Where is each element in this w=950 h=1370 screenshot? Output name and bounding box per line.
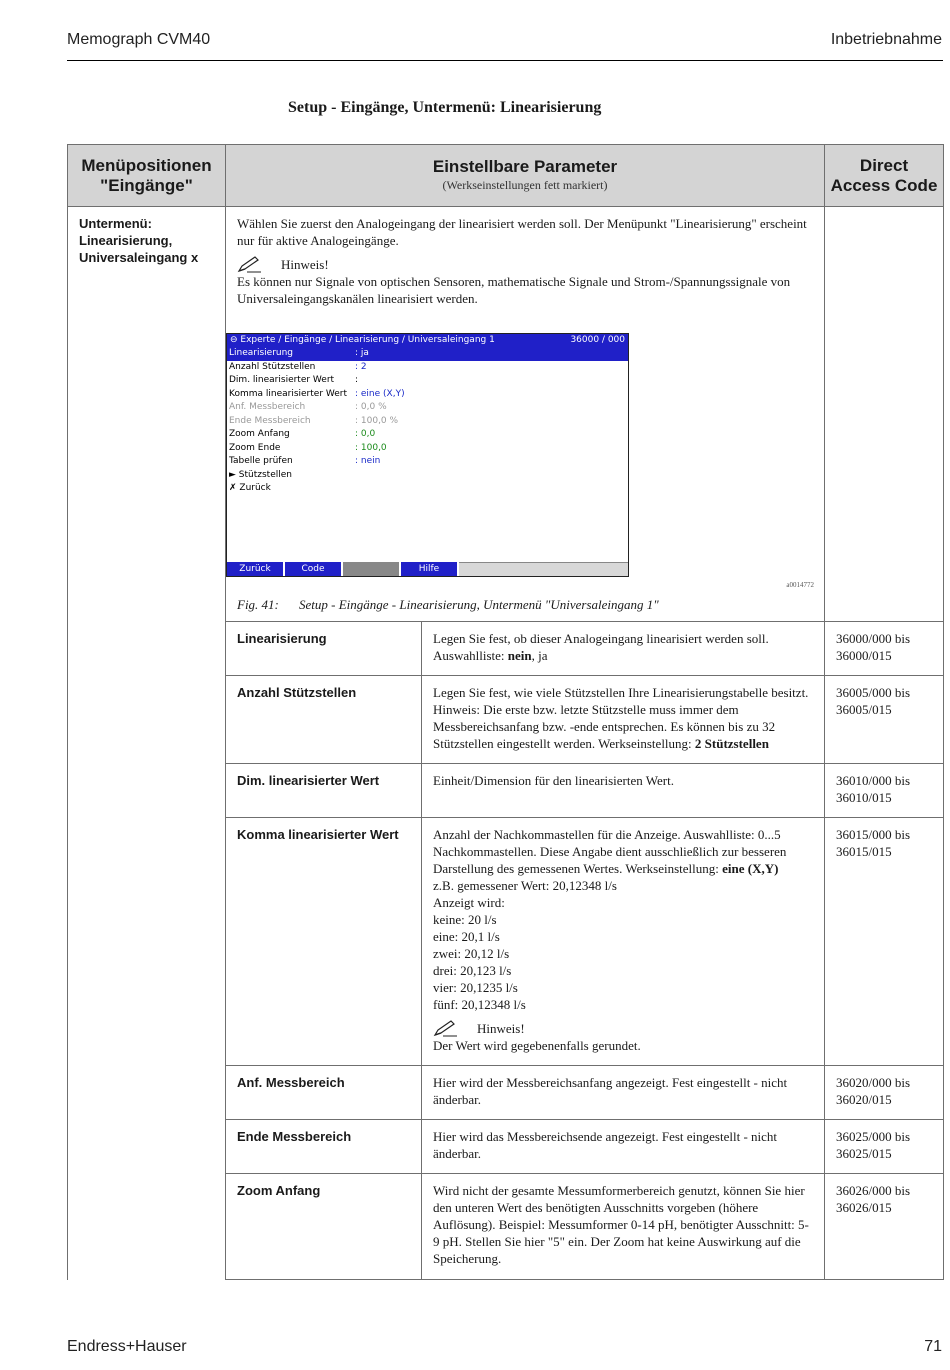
example-line: vier: 20,1235 l/s [433,980,518,995]
header-cell-menu [68,145,226,207]
param-code [825,1066,944,1120]
param-name: Komma linearisierter Wert [226,818,422,1066]
param-desc-text: Anzahl der Nachkommastellen für die Anzeige. Auswahlliste: 0...5 Nachkommastellen. Diese Angabe dient ausschließlich zur besseren Darstellung des gemessenen Wertes. Werkseinstellung: [433,827,787,876]
screen-row[interactable] [227,455,628,469]
param-name: Ende Messbereich [226,1120,422,1174]
param-desc-text: Legen Sie fest, wie viele Stützstellen Ihre Linearisierungstabelle besitzt. Hinweis: Die erste bzw. letzte Stützstelle muss immer dem Messbereichsanfang bzw. -ende entsprechen. Es können bis zu 32 Stützstellen eingestellt werden. Werkseinstellung: [433,685,809,751]
softkey-code-button[interactable]: Code [285,562,341,576]
param-code-to: 36026/015 [836,1200,892,1215]
screen-row-label: Anf. Messbereich [229,402,306,412]
screen-row-label: Anzahl Stützstellen [229,361,316,372]
figure-caption [237,596,813,613]
param-code-to: 36020/015 [836,1092,892,1107]
header-cell-code [825,145,944,207]
screen-row[interactable] [227,361,628,375]
screen-row-label: Linearisierung [229,348,294,358]
param-desc [422,818,825,1066]
screen-row-value: : [355,375,359,385]
param-code [825,1120,944,1174]
section-title: Setup - Eingänge, Untermenü: Linearisierung [288,99,602,116]
screen-title: ⊖ Experte / Eingänge / Linearisierung / Universaleingang 1 [230,335,495,345]
param-name: Anf. Messbereich [226,1066,422,1120]
softkey-empty-button[interactable] [343,562,399,576]
param-code [825,818,944,1066]
screen-row-label: ✗ Zurück [229,483,271,493]
screen-code: 36000 / 000 [570,335,625,345]
screen-row[interactable] [227,374,628,388]
footer-brand: Endress+Hauser [67,1338,187,1355]
screen-title-bar [227,334,628,347]
screen-row-label: Ende Messbereich [229,415,311,426]
page-number: 71 [924,1338,942,1355]
screen-row-value: : nein [355,456,381,466]
figure-caption-text: Setup - Eingänge - Linearisierung, Untermenü "Universaleingang 1" [299,597,659,612]
screen-row[interactable] [227,442,628,456]
screen-row-label: ► Stützstellen [229,469,292,480]
param-code [825,622,944,676]
example-line: eine: 20,1 l/s [433,929,500,944]
header-menu-label: Menüpositionen "Eingänge" [81,155,212,195]
softkey-filler [459,562,628,576]
intro-note-text: Es können nur Signale von optischen Sensoren, mathematische Signale und Strom-/Spannungssignale von Universaleingangskanälen linearisiert werden. [237,274,791,306]
screen-row[interactable] [227,347,628,361]
param-desc: Hier wird das Messbereichsende angezeigt. Fest eingestellt - nicht änderbar. [422,1120,825,1174]
param-name: Zoom Anfang [226,1174,422,1280]
param-desc: Hier wird der Messbereichsanfang angezeigt. Fest eingestellt - nicht änderbar. [422,1066,825,1120]
param-desc [422,622,825,676]
komma-note [433,1019,813,1037]
screen-row[interactable] [227,469,628,483]
pencil-note-icon [433,1019,459,1037]
screen-row-value: : eine (X,Y) [355,388,405,399]
screen-row-value: : 0,0 % [355,402,387,412]
example-line: drei: 20,123 l/s [433,963,512,978]
screen-row-label: Tabelle prüfen [229,456,293,466]
example-line: z.B. gemessener Wert: 20,12348 l/s [433,878,617,893]
example-line: zwei: 20,12 l/s [433,946,510,961]
param-code-from: 36020/000 bis [836,1075,911,1090]
param-code [825,1174,944,1280]
screen-title-text: Experte / Eingänge / Linearisierung / Universaleingang 1 [240,335,495,345]
screen-row-value: : 100,0 [355,442,387,453]
softkey-back-button[interactable]: Zurück [227,562,283,576]
param-name: Anzahl Stützstellen [226,676,422,764]
header-rule [67,60,943,61]
param-code-to: 36025/015 [836,1146,892,1161]
screen-row-label: Zoom Anfang [229,429,290,439]
komma-note-text: Der Wert wird gegebenenfalls gerundet. [433,1038,641,1053]
param-desc [422,764,825,818]
header-title: Memograph CVM40 [67,31,211,48]
header-cell-params [226,145,825,207]
intro-text: Wählen Sie zuerst den Analogeingang der linearisiert werden soll. Der Menüpunkt "Linearisierung" erscheint nur für aktive Analogeingänge. [237,216,807,248]
example-line: keine: 20 l/s [433,912,497,927]
screen-row-value: : 2 [355,361,367,372]
figure-number: Fig. 41: [237,597,279,612]
header-code-label: Direct Access Code [830,155,938,195]
header-params-sub: (Werkseinstellungen fett markiert) [442,178,608,192]
param-default: 2 Stützstellen [694,736,769,751]
intro-code-cell [825,207,944,622]
intro-note-label: Hinweis! [281,256,329,272]
param-default: nein [507,648,532,663]
intro-cell [226,207,825,622]
screen-row-value: : 0,0 [355,429,376,439]
screen-row [227,401,628,415]
screen-row-value: : 100,0 % [355,415,399,426]
header-params-title: Einstellbare Parameter [432,157,618,176]
param-code-from: 36005/000 bis [836,685,911,700]
example-line: Anzeigt wird: [433,895,505,910]
param-name: Linearisierung [226,622,422,676]
example-line: fünf: 20,12348 l/s [433,997,526,1012]
param-code [825,764,944,818]
device-screen [226,333,629,577]
figure-id: a0014772 [786,581,814,589]
param-desc-text: Einheit/Dimension für den linearisierten Wert. [433,773,674,788]
komma-note-label: Hinweis! [477,1020,525,1036]
screen-row[interactable] [227,428,628,442]
intro-note [237,255,813,273]
param-desc-rest: , ja [531,648,548,663]
param-code [825,676,944,764]
screen-softkeys [227,562,628,576]
screen-row [227,415,628,429]
header-section: Inbetriebnahme [830,31,942,48]
param-code-from: 36025/000 bis [836,1129,911,1144]
softkey-help-button[interactable]: Hilfe [401,562,457,576]
param-name: Dim. linearisierter Wert [226,764,422,818]
param-code-to: 36015/015 [836,844,892,859]
pencil-note-icon [237,255,263,273]
screen-row-value: : ja [355,348,369,358]
screen-row-label: Zoom Ende [229,442,281,453]
param-desc [422,676,825,764]
param-code-to: 36010/015 [836,790,892,805]
screen-row-label: Komma linearisierter Wert [229,388,348,399]
screen-row-label: Dim. linearisierter Wert [229,375,335,385]
param-code-from: 36010/000 bis [836,773,911,788]
param-default: eine (X,Y) [722,861,779,876]
param-code-from: 36000/000 bis [836,631,911,646]
parameter-table [67,144,944,1280]
param-code-to: 36000/015 [836,648,892,663]
menu-label: Untermenü: Linearisierung, Universaleingang x [68,207,226,1280]
param-code-from: 36015/000 bis [836,827,911,842]
param-code-to: 36005/015 [836,702,892,717]
param-desc-text: Legen Sie fest, ob dieser Analogeingang linearisiert werden soll. Auswahlliste: [433,631,769,663]
screen-row[interactable] [227,482,628,496]
param-code-from: 36026/000 bis [836,1183,911,1198]
screen-row[interactable] [227,388,628,402]
param-desc: Wird nicht der gesamte Messumformerbereich genutzt, können Sie hier den unteren Wert des benötigten Ausschnitts vorgeben (höhere Auflösung). Beispiel: Messumformer 0-14 pH, benötigter Ausschnitt: 5-9 pH. Stellen Sie hier "5" ein. Der Zoom hat keine Auswirkung auf die Speicherung. [422,1174,825,1280]
